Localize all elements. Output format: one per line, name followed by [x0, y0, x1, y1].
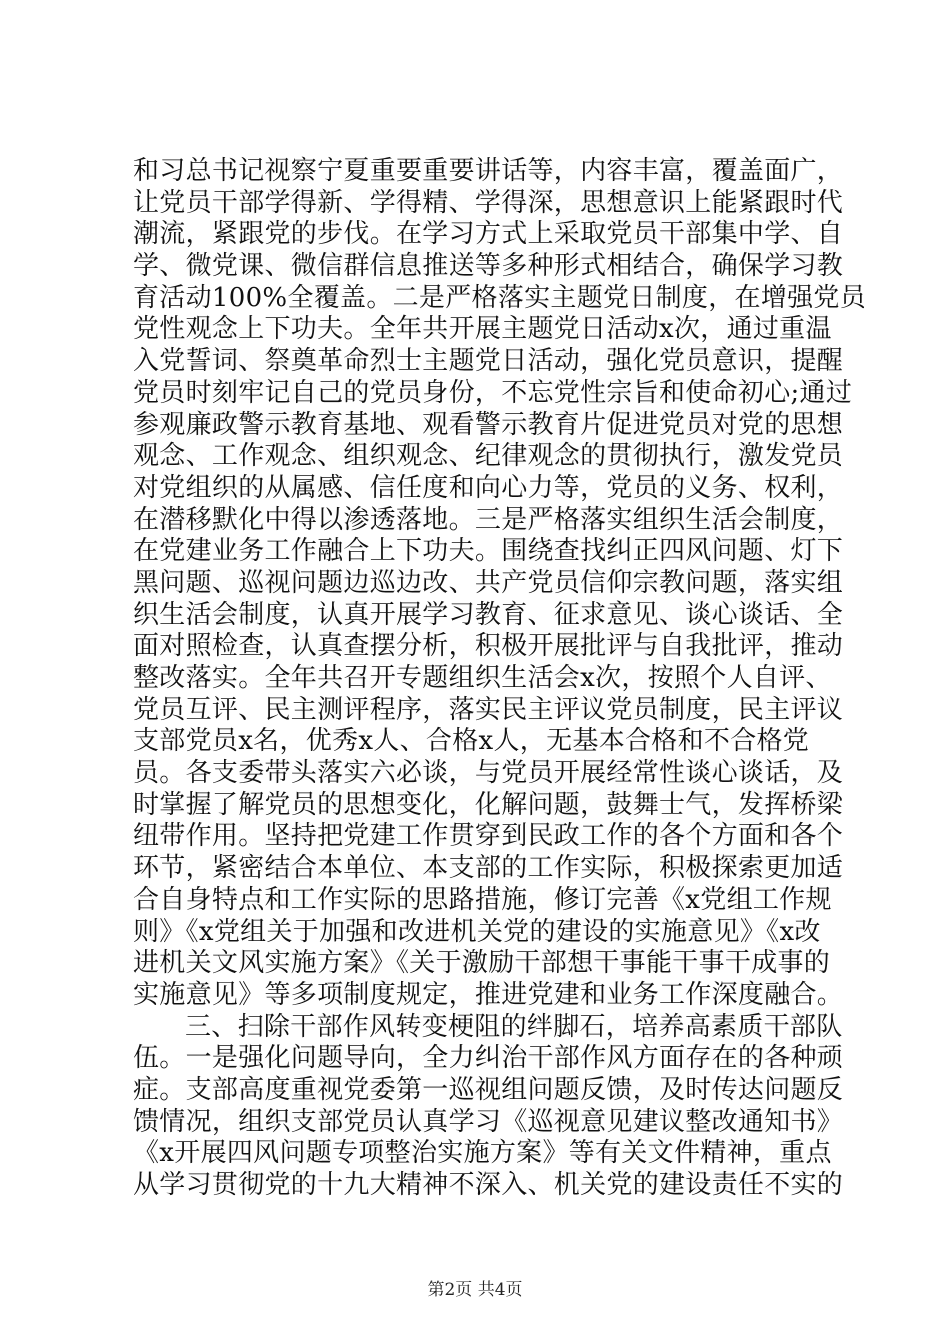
- text-line: 党员时刻牢记自己的党员身份，不忘党性宗旨和使命初心;通过: [133, 377, 853, 408]
- text-line: 进机关文风实施方案》《关于激励干部想干事能干事干成事的: [133, 948, 831, 979]
- text-line: 症。支部高度重视党委第一巡视组问题反馈，及时传达问题反: [133, 1074, 844, 1105]
- text-line: 织生活会制度，认真开展学习教育、征求意见、谈心谈话、全: [133, 599, 844, 630]
- text-line: 和习总书记视察宁夏重要重要讲话等，内容丰富，覆盖面广，: [133, 156, 844, 186]
- text-line: 党员互评、民主测评程序，落实民主评议党员制度，民主评议: [133, 694, 844, 725]
- text-line: 对党组织的从属感、信任度和向心力等，党员的义务、权利，: [133, 472, 844, 503]
- text-line: 时掌握了解党员的思想变化，化解问题，鼓舞士气，发挥桥梁: [133, 789, 844, 820]
- text-line: 学、微党课、微信群信息推送等多种形式相结合，确保学习教: [133, 251, 844, 282]
- text-line: 整改落实。全年共召开专题组织生活会x次，按照个人自评、: [133, 663, 832, 693]
- text-line: 支部党员x名，优秀x人、合格x人，无基本合格和不合格党: [133, 726, 810, 757]
- text-line: 员。各支委带头落实六必谈，与党员开展经常性谈心谈话，及: [133, 758, 844, 789]
- text-line: 观念、工作观念、组织观念、纪律观念的贯彻执行，激发党员: [133, 441, 844, 472]
- body-text: [133, 156, 867, 1202]
- text-line: 育活动100%全覆盖。二是严格落实主题党日制度，在增强党员: [133, 282, 867, 313]
- text-line: 《x开展四风问题专项整治实施方案》等有关文件精神，重点: [133, 1138, 832, 1169]
- text-line: 环节，紧密结合本单位、本支部的工作实际，积极探索更加适: [133, 853, 844, 884]
- text-line: 党性观念上下功夫。全年共开展主题党日活动x次，通过重温: [133, 314, 832, 345]
- text-line: 潮流，紧跟党的步伐。在学习方式上采取党员干部集中学、自: [133, 219, 844, 250]
- text-line: 入党誓词、祭奠革命烈士主题党日活动，强化党员意识，提醒: [133, 346, 844, 377]
- text-line: 实施意见》等多项制度规定，推进党建和业务工作深度融合。: [133, 979, 844, 1010]
- page-number-footer: 第2页 共4页: [427, 1280, 523, 1300]
- text-line: 从学习贯彻党的十九大精神不深入、机关党的建设责任不实的: [133, 1170, 844, 1200]
- text-line: 参观廉政警示教育基地、观看警示教育片促进党员对党的思想: [133, 409, 844, 440]
- text-line: 馈情况，组织支部党员认真学习《巡视意见建议整改通知书》: [133, 1106, 844, 1137]
- section-heading-line: 三、扫除干部作风转变梗阻的绊脚石，培养高素质干部队: [185, 1011, 843, 1042]
- text-line: 让党员干部学得新、学得精、学得深，思想意识上能紧跟时代: [133, 187, 844, 218]
- text-line: 合自身特点和工作实际的思路措施，修订完善《x党组工作规: [133, 884, 832, 915]
- text-line: 纽带作用。坚持把党建工作贯穿到民政工作的各个方面和各个: [133, 821, 844, 852]
- text-line: 黑问题、巡视问题边巡边改、共产党员信仰宗教问题，落实组: [133, 567, 844, 598]
- text-line: 在党建业务工作融合上下功夫。围绕查找纠正四风问题、灯下: [133, 536, 844, 567]
- text-line: 面对照检查，认真查摆分析，积极开展批评与自我批评，推动: [133, 631, 844, 662]
- text-line: 在潜移默化中得以渗透落地。三是严格落实组织生活会制度，: [133, 504, 844, 535]
- text-line: 伍。一是强化问题导向，全力纠治干部作风方面存在的各种顽: [133, 1043, 844, 1074]
- text-line: 则》《x党组关于加强和改进机关党的建设的实施意见》《x改: [133, 916, 821, 947]
